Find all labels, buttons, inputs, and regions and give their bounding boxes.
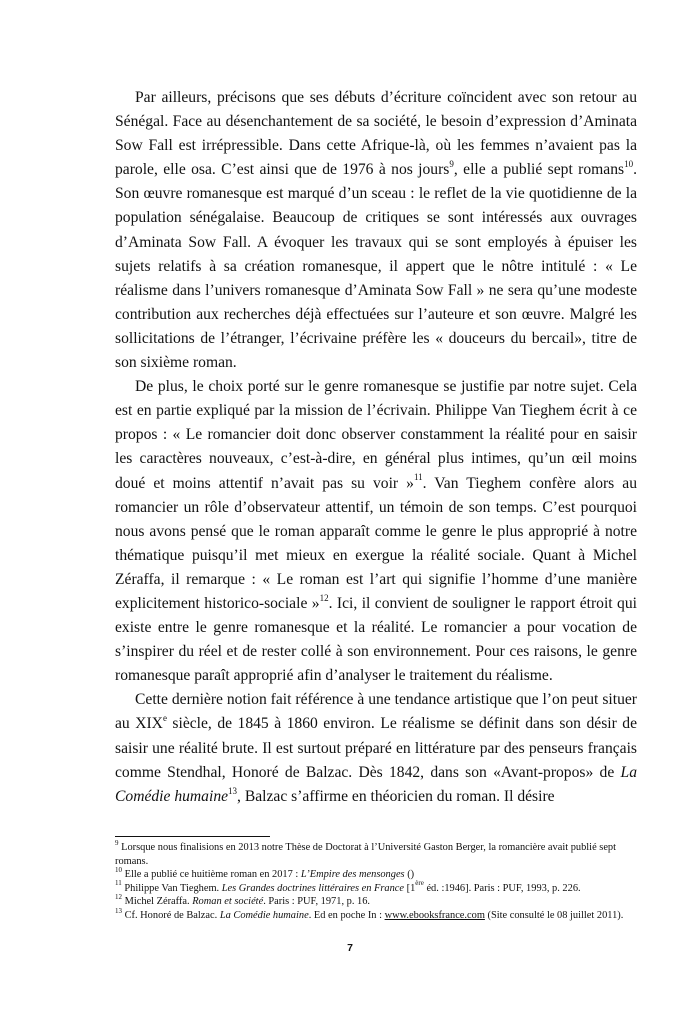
- footnote-9: [115, 838, 637, 868]
- footnote-text: (Site consulté le 08 juillet 2011).: [484, 909, 624, 921]
- paragraph-text: . Son œuvre romanesque est marqué d’un sceau : le reflet de la vie quotidienne de la population sénégalaise. Beaucoup de critiques se sont intéressés aux ouvrages d’Aminata Sow Fall. A évoquer les travaux qui se sont employés à épuiser les sujets relatifs à sa création romanesque, il appert que le nôtre intitulé : « Le réalisme dans l’univers romanesque d’Aminata Sow Fall » ne sera qu’une modeste contribution aux recherches déjà effectuées sur l’auteure et son œuvre. Malgré les sollicitations de l’étranger, l’écrivaine préfère les « douceurs du bercail», titre de son sixième roman.: [115, 161, 637, 372]
- book-title: L’Empire des mensonges: [300, 869, 405, 881]
- book-title: La Comédie humaine: [219, 909, 309, 921]
- footnote-number: 10: [115, 865, 122, 874]
- century-superscript: e: [162, 713, 167, 724]
- footnote-number: 13: [115, 906, 122, 915]
- footnote-11: [115, 879, 637, 896]
- footnote-text: (): [404, 869, 415, 881]
- footnote-text: Philippe Van Tieghem.: [121, 882, 222, 894]
- paragraph-1: [115, 86, 637, 375]
- footnote-text: . Paris : PUF, 1971, p. 16.: [263, 896, 371, 908]
- page-number: 7: [347, 942, 353, 954]
- book-title: Roman et société: [192, 896, 264, 908]
- footnote-separator: [115, 836, 270, 837]
- paragraph-text: . Ici, il convient de souligner le rapport étroit qui existe entre le genre romanesque et la réalité. Le romancier a pour vocation de s’inspirer du réel et de rester collé à son environnement. Pour ces raisons, le genre romanesque paraît approprié afin d’analyser le traitement du réalisme.: [115, 594, 637, 685]
- footnote-ref[interactable]: 11: [413, 472, 423, 483]
- paragraph-text: , elle a publié sept romans: [453, 161, 625, 179]
- book-title: La Comédie humaine: [115, 763, 637, 805]
- paragraph-text: Cette dernière notion fait référence à une tendance artistique que l’on peut situer au XIX: [115, 691, 637, 733]
- footnote-ref[interactable]: 9: [449, 159, 454, 170]
- paragraph-text: Par ailleurs, précisons que ses débuts d’écriture coïncident avec son retour au Sénégal. Face au désenchantement de sa société, le besoin d’expression d’Aminata Sow Fall est irrépressible. Dans cette Afrique-là, où les femmes n’avaient pas la parole, elle osa. C’est ainsi que de 1976 à nos jours: [115, 89, 637, 179]
- paragraph-text: De plus, le choix porté sur le genre romanesque se justifie par notre sujet. Cela est en partie expliqué par la mission de l’écrivain. Philippe Van Tieghem écrit à ce propos : « Le romancier doit donc observer constamment la réalité pour en saisir les caractères nouveaux, c’est-à-dire, en général plus intimes, qu’un œil moins doué et moins attentif n’avait pas su voir »: [115, 378, 637, 492]
- footnote-ref[interactable]: 10: [624, 159, 634, 170]
- website-link[interactable]: www.ebooksfrance.com: [384, 909, 485, 921]
- footnote-text: . Ed en poche In :: [308, 909, 385, 921]
- footnote-number: 12: [115, 892, 122, 901]
- footnote-number: 11: [115, 879, 122, 888]
- paragraph-2: [115, 375, 637, 688]
- footnote-text: Cf. Honoré de Balzac.: [122, 909, 220, 921]
- footnote-13: [115, 906, 637, 923]
- footnote-text: [1: [404, 882, 416, 894]
- paragraph-3: [115, 688, 637, 808]
- footnote-ref[interactable]: 12: [319, 592, 329, 603]
- footnote-number: 9: [115, 838, 119, 847]
- book-title: Les Grandes doctrines littéraires en France: [221, 882, 405, 894]
- footnote-text: Lorsque nous finalisions en 2013 notre Thèse de Doctorat à l’Université Gaston Berger, la romancière avait publié sept romans.: [115, 842, 617, 867]
- footnote-text: Elle a publié ce huitième roman en 2017 :: [122, 869, 301, 881]
- main-text: [115, 86, 637, 809]
- paragraph-text: siècle, de 1845 à 1860 environ. Le réalisme se définit dans son désir de saisir une réalité brute. Il est surtout préparé en littérature par des penseurs français comme Stendhal, Honoré de Balzac. Dès 1842, dans son «Avant-propos» de: [115, 715, 637, 781]
- footnote-text: Michel Zéraffa.: [122, 896, 193, 908]
- edition-superscript: ère: [415, 879, 424, 888]
- paragraph-text: , Balzac s’affirme en théoricien du roman. Il désire: [237, 787, 555, 805]
- footnote-10: [115, 865, 637, 882]
- footnotes: [115, 838, 637, 923]
- paragraph-text: . Van Tieghem confère alors au romancier un rôle d’observateur attentif, un témoin de son temps. C’est pourquoi nous avons pensé que le roman apparaît comme le genre le plus approprié à notre thématique puisqu’il met mieux en exergue la réalité sociale. Quant à Michel Zéraffa, il remarque : « Le roman est l’art qui signifie l’homme d’une manière explicitement historico-sociale »: [115, 474, 637, 612]
- footnote-text: éd. :1946]. Paris : PUF, 1993, p. 226.: [423, 882, 581, 894]
- footnote-12: [115, 892, 637, 909]
- footnote-ref[interactable]: 13: [228, 785, 238, 796]
